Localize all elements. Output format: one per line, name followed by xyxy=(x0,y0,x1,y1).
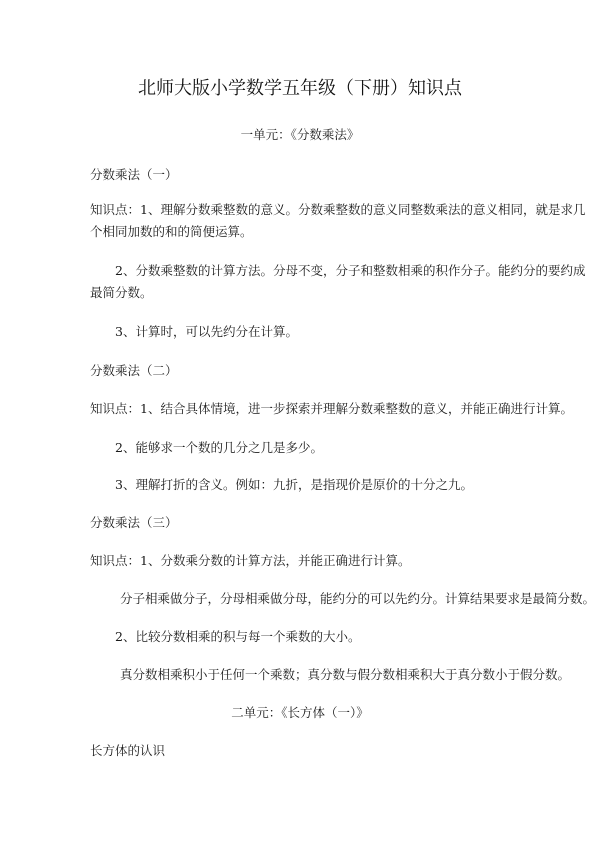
section-2-line-2: 2、能够求一个数的几分之几是多少。 xyxy=(115,440,323,455)
unit-1-heading: 一单元：《分数乘法》 xyxy=(240,127,360,142)
section-3-line-3: 2、比较分数相乘的积与每一个乘数的大小。 xyxy=(115,629,361,644)
section-3-line-1: 知识点：1、分数乘分数的计算方法，并能正确进行计算。 xyxy=(90,553,411,568)
section-2-line-3: 3、理解打折的含义。例如：九折，是指现价是原价的十分之九。 xyxy=(115,477,473,492)
section-heading-1: 分数乘法（一） xyxy=(90,167,178,182)
page-title: 北师大版小学数学五年级（下册）知识点 xyxy=(138,78,462,99)
section-heading-2: 分数乘法（二） xyxy=(90,363,178,378)
section-1-line-3: 2、分数乘整数的计算方法。分母不变，分子和整数相乘的积作分子。能约分的要约成 xyxy=(115,263,586,278)
unit-2-heading: 二单元：《长方体（一）》 xyxy=(231,705,369,720)
section-1-line-1: 知识点：1、理解分数乘整数的意义。分数乘整数的意义同整数乘法的意义相同，就是求几 xyxy=(90,202,586,217)
section-heading-3: 分数乘法（三） xyxy=(90,515,178,530)
section-3-line-2: 分子相乘做分子，分母相乘做分母，能约分的可以先约分。计算结果要求是最简分数。 xyxy=(120,591,596,606)
section-heading-4: 长方体的认识 xyxy=(90,743,166,758)
section-2-line-1: 知识点：1、结合具体情境，进一步探索并理解分数乘整数的意义，并能正确进行计算。 xyxy=(90,401,573,416)
section-1-line-2: 个相同加数的和的简便运算。 xyxy=(90,224,253,239)
section-1-line-5: 3、计算时，可以先约分在计算。 xyxy=(115,324,298,339)
section-3-line-4: 真分数相乘积小于任何一个乘数；真分数与假分数相乘积大于真分数小于假分数。 xyxy=(120,667,571,682)
section-1-line-4: 最简分数。 xyxy=(90,285,153,300)
